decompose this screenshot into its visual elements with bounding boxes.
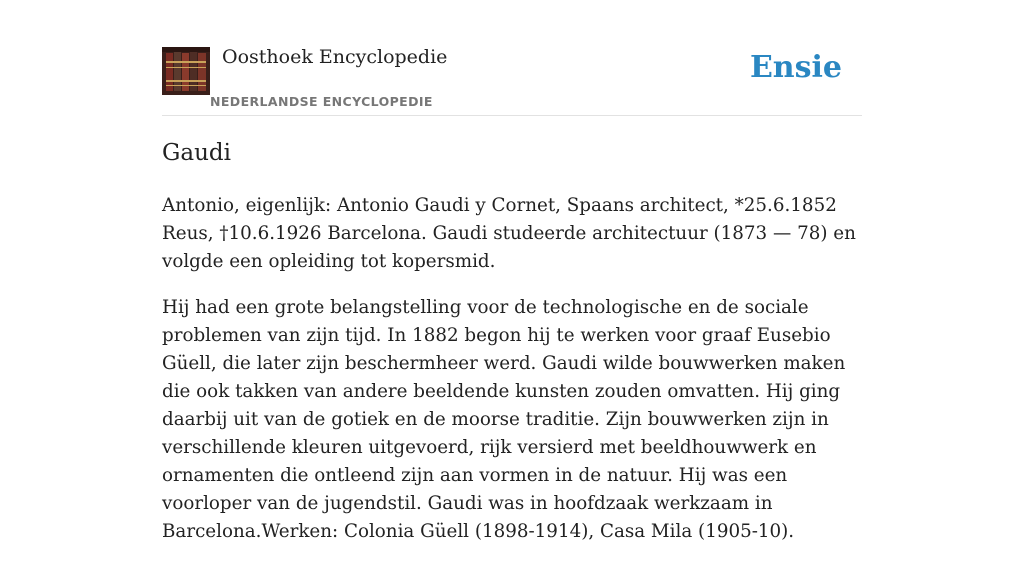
encyclopedia-books-icon[interactable] xyxy=(162,47,210,95)
site-header xyxy=(162,0,862,116)
ensie-logo-link[interactable]: Ensie xyxy=(749,50,842,85)
site-title[interactable]: Oosthoek Encyclopedie xyxy=(222,46,448,68)
page-container xyxy=(162,0,862,542)
article-paragraph: Hij had een grote belangstelling voor de technologische en de sociale problemen van zijn tijd. In 1882 begon hij te werken voor graaf Eusebio Güell, die later zijn beschermheer werd. Gaudi wilde bouwwerken maken die ook takken van andere beeldende kunsten zouden omvatten. Hij ging daarbij uit van de gotiek en de moorse traditie. Zijn bouwwerken zijn in verschillende kleuren uitgevoerd, rijk versierd met beeldhouwwerk en ornamenten die ontleend zijn aan vormen in de natuur. Hij was een voorloper van de jugendstil. Gaudi was in hoofdzaak werkzaam in Barcelona.Werken: Colonia Güell (1898-1914), Casa Mila (1905-10). xyxy=(162,297,846,542)
article-body xyxy=(162,192,862,564)
article-paragraph: Antonio, eigenlijk: Antonio Gaudi y Cornet, Spaans architect, *25.6.1852 Reus, †10.6.1926 Barcelona. Gaudi studeerde architectuur (1873 — 78) en volgde een opleiding tot kopersmid. xyxy=(162,195,856,272)
site-subtitle: NEDERLANDSE ENCYCLOPEDIE xyxy=(210,94,433,109)
article-title: Gaudi xyxy=(162,140,231,166)
